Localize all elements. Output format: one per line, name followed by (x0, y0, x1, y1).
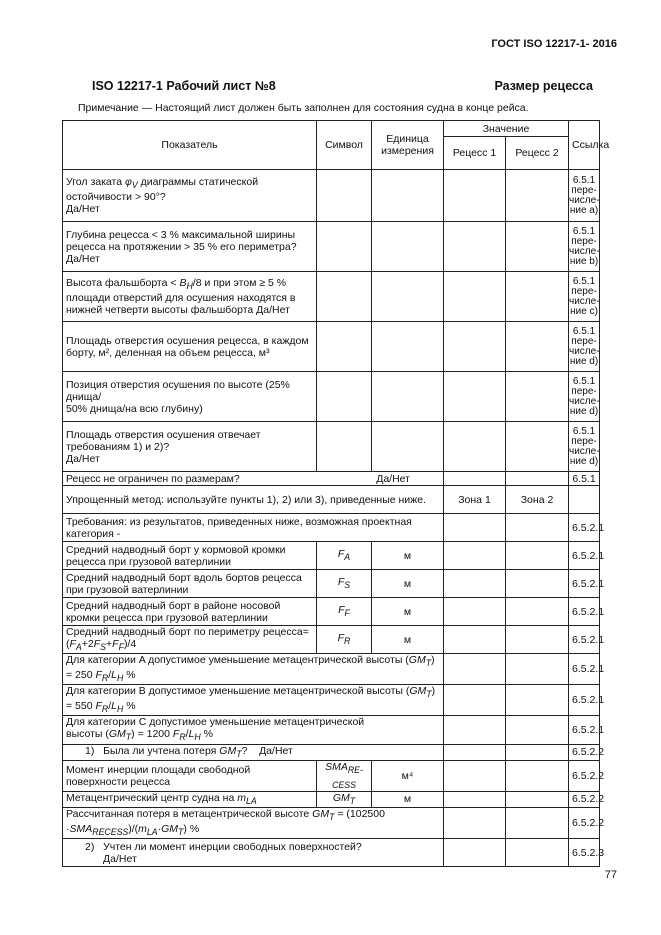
row-text (63, 472, 444, 486)
row-ref: 6.5.1 (569, 472, 600, 486)
row-ref: 6.5.2.1 (569, 598, 600, 626)
table-row (63, 791, 600, 807)
row-ref: 6.5.2.1 (569, 685, 600, 716)
worksheet-title: ISO 12217-1 Рабочий лист №8 (92, 79, 276, 93)
row-text: Для категории A допустимое уменьшение метацентрической высоты $(GM_T) = 250$ $F_R/L_H$ % (63, 654, 444, 685)
row-unit: м (372, 598, 444, 626)
table-row (63, 760, 600, 791)
table-row (63, 272, 600, 322)
row-text: Угол заката $\varphi_V$ диаграммы статической остойчивости > 90°? Да/Нет (63, 170, 317, 222)
row-text: Высота фальшборта < $B_H/8$ и при этом ≥ 5 % площади отверстий для осушения находятся в нижней четверти высоты фальшборта Да/Нет (63, 272, 317, 322)
row-ref: 6.5.1 пере-числе-ние b) (569, 222, 600, 272)
row-symbol: $F_A$ (317, 542, 372, 570)
table-row (63, 744, 600, 760)
col-ref: Ссылка (569, 121, 600, 170)
table-row (63, 716, 600, 744)
row-symbol: $F_S$ (317, 570, 372, 598)
row-ref: 6.5.2.1 (569, 542, 600, 570)
col-symbol: Символ (317, 121, 372, 170)
table-row (63, 170, 600, 222)
row-symbol: $GM_T$ (317, 791, 372, 807)
row-text: Позиция отверстия осушения по высоте (25% днища/ 50% днища/на всю глубину) (63, 372, 317, 422)
table-row (63, 486, 600, 514)
table-row (63, 807, 600, 838)
page-number: 77 (604, 869, 617, 881)
col-indicator: Показатель (63, 121, 317, 170)
row-ref: 6.5.1 пере-числе-ние d) (569, 372, 600, 422)
table-row (63, 322, 600, 372)
row-unit: м (372, 626, 444, 654)
row-ref: 6.5.2.3 (569, 839, 600, 867)
row-text: Средний надводный борт по периметру рецесса= $(F_A+2F_S+F_F)/4$ (63, 626, 317, 654)
row-text: Средний надводный борт вдоль бортов рецесса при грузовой ватерлинии (63, 570, 317, 598)
row-text-main: Рецесс не ограничен по размерам? (66, 472, 240, 485)
row-text: Площадь отверстия осушения рецесса, в каждом борту, м², деленная на объем рецесса, м³ (63, 322, 317, 372)
col-recess1: Рецесс 1 (444, 137, 506, 170)
row-unit: м (372, 542, 444, 570)
row-text: Площадь отверстия осушения отвечает требованиям 1) и 2)? Да/Нет (63, 422, 317, 472)
table-row (63, 570, 600, 598)
row-ref: 6.5.2.1 (569, 514, 600, 542)
worksheet-table (62, 120, 610, 867)
col-value: Значение (444, 121, 569, 137)
row-symbol: $F_R$ (317, 626, 372, 654)
zone-1-label: Зона 1 (444, 486, 506, 514)
row-ref: 6.5.1 пере-числе-ние с) (569, 272, 600, 322)
row-ref: 6.5.2.1 (569, 626, 600, 654)
row-ref: 6.5.1 пере-числе-ние d) (569, 322, 600, 372)
table-row (63, 839, 600, 867)
row-text: Требования: из результатов, приведенных ниже, возможная проектная категория - (63, 514, 444, 542)
row-text: Момент инерции площади свободной поверхности рецесса (63, 760, 317, 791)
row-ref: 6.5.1 пере-числе-ние d) (569, 422, 600, 472)
col-recess2: Рецесс 2 (506, 137, 569, 170)
table-row (63, 222, 600, 272)
row-ref: 6.5.2.1 (569, 570, 600, 598)
table-row (63, 472, 600, 486)
row-symbol: $SMA_{RE- CESS}$ (317, 760, 372, 791)
table-row (63, 372, 600, 422)
row-ref: 6.5.1 пере-числе-ние а) (569, 170, 600, 222)
table-row (63, 542, 600, 570)
note: Примечание — Настоящий лист должен быть заполнен для состояния судна в конце рейса. (78, 102, 529, 114)
table-row (63, 422, 600, 472)
row-ref: 6.5.2.1 (569, 654, 600, 685)
row-text: Для категории B допустимое уменьшение метацентрической высоты $(GM_T) = 550$ $F_R/L_H$ % (63, 685, 444, 716)
row-text-tail: Да/Нет (376, 472, 410, 485)
table-row (63, 598, 600, 626)
row-ref: 6.5.2.2 (569, 744, 600, 760)
table-row (63, 514, 600, 542)
standard-number: ГОСТ ISO 12217-1- 2016 (491, 38, 617, 50)
table-row (63, 654, 600, 685)
row-ref: 6.5.2.2 (569, 791, 600, 807)
zone-2-label: Зона 2 (506, 486, 569, 514)
row-text: Упрощенный метод: используйте пункты 1), 2) или 3), приведенные ниже. (63, 486, 444, 514)
row-text: 1) Была ли учтена потеря $GM_T$? Да/Нет (63, 744, 444, 760)
row-text: Метацентрический центр судна на $m_{LA}$ (63, 791, 317, 807)
col-unit: Единица измерения (372, 121, 444, 170)
row-text: Глубина рецесса < 3 % максимальной ширины рецесса на протяжении > 35 % его периметра? Да/Нет (63, 222, 317, 272)
table-row (63, 626, 600, 654)
row-text: Средний надводный борт у кормовой кромки рецесса при грузовой ватерлинии (63, 542, 317, 570)
row-unit: м (372, 570, 444, 598)
row-symbol: $F_F$ (317, 598, 372, 626)
row-unit: м⁴ (372, 760, 444, 791)
row-text: Средний надводный борт в районе носовой кромки рецесса при грузовой ватерлинии (63, 598, 317, 626)
row-ref: 6.5.2.2 (569, 807, 600, 838)
row-ref: 6.5.2.1 (569, 716, 600, 744)
row-unit: м (372, 791, 444, 807)
row-ref: 6.5.2.2 (569, 760, 600, 791)
row-text: 2) Учтен ли момент инерции свободных поверхностей? Да/Нет (63, 839, 444, 867)
table-row (63, 685, 600, 716)
row-text: Для категории C допустимое уменьшение метацентрической высоты $(GM_T) = 1200$ $F_R/L_H$ % (63, 716, 444, 744)
row-text: Рассчитанная потеря в метацентрической высоте $GM_T = (102500$ $\cdot SMA_{RECESS})/(m_{LA}\cdot GM_T)$ % (63, 807, 444, 838)
worksheet-subtitle: Размер рецесса (494, 79, 593, 93)
